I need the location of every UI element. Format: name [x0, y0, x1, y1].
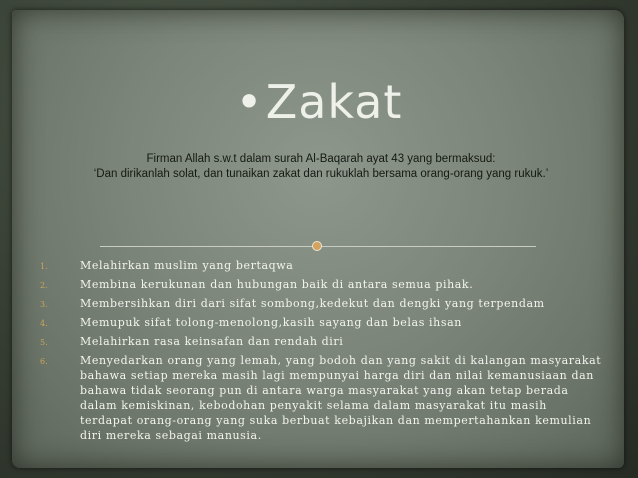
title-bullet: •: [235, 75, 264, 129]
divider-dot-icon: [313, 242, 321, 250]
list-item: [40, 315, 602, 330]
title-text: Zakat: [265, 75, 403, 129]
list-item: [40, 277, 602, 292]
slide-title: [0, 74, 638, 130]
list-item-text: Melahirkan rasa keinsafan dan rendah diri: [80, 335, 344, 348]
list-item-text: Memupuk sifat tolong-menolong,kasih sayang dan belas ihsan: [80, 316, 462, 329]
list-number: 5.: [40, 338, 48, 347]
intro-line-1: Firman Allah s.w.t dalam surah Al-Baqarah ayat 43 yang bermaksud:: [146, 153, 496, 165]
list-item: [40, 296, 602, 311]
intro-line-2: ‘Dan dirikanlah solat, dan tunaikan zakat dan rukuklah bersama orang-orang yang rukuk.’: [93, 168, 549, 180]
list-number: 2.: [40, 281, 48, 290]
list-item-text: Melahirkan muslim yang bertaqwa: [80, 259, 294, 272]
list-number: 1.: [40, 262, 48, 271]
benefits-list: [40, 258, 602, 447]
list-item-text: Membersihkan diri dari sifat sombong,kedekut dan dengki yang terpendam: [80, 297, 545, 310]
intro-text: [86, 152, 556, 182]
list-number: 3.: [40, 300, 48, 309]
list-item-text: Menyedarkan orang yang lemah, yang bodoh dan yang sakit di kalangan masyarakat bahawa setiap mereka masih lagi mempunyai harga diri dan nilai kemanusiaan dan bahawa tidak seorang pun di antara warga masyarakat yang akan tetap berada dalam kemiskinan, kebodohan penyakit selama dalam masyarakat itu masih terdapat orang-orang yang suka berbuat kebajikan dan mempertahankan kemulian diri mereka sebagai manusia.: [80, 354, 602, 442]
list-item: [40, 353, 602, 443]
list-item: [40, 334, 602, 349]
list-number: 4.: [40, 319, 48, 328]
list-number: 6.: [40, 357, 48, 366]
list-item: [40, 258, 602, 273]
list-item-text: Membina kerukunan dan hubungan baik di antara semua pihak.: [80, 278, 474, 291]
